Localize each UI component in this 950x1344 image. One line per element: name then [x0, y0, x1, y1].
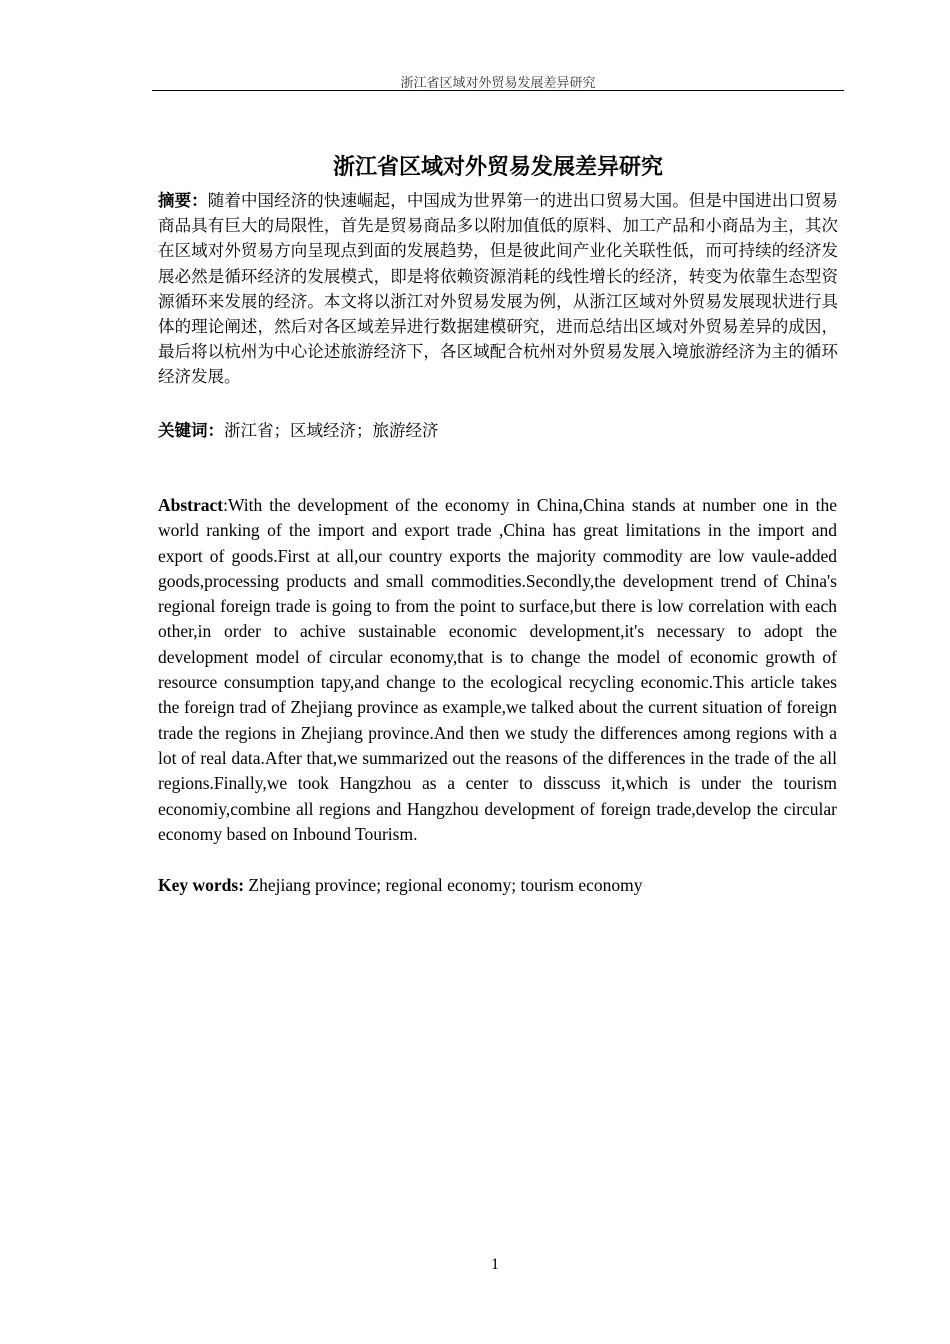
- header-rule: [152, 90, 844, 91]
- page-number: 1: [491, 1256, 499, 1273]
- english-abstract-label: Abstract: [158, 495, 224, 515]
- chinese-keywords-label: 关键词：: [158, 421, 224, 440]
- chinese-abstract: [158, 188, 838, 390]
- chinese-abstract-text: 随着中国经济的快速崛起，中国成为世界第一的进出口贸易大国。但是中国进出口贸易商品具有巨大的局限性，首先是贸易商品多以附加值低的原料、加工产品和小商品为主，其次在区域对外贸易方向呈现点到面的发展趋势，但是彼此间产业化关联性低，而可持续的经济发展必然是循环经济的发展模式，即是将依赖资源消耗的线性增长的经济，转变为依靠生态型资源循环来发展的经济。本文将以浙江对外贸易发展为例，从浙江区域对外贸易发展现状进行具体的理论阐述，然后对各区域差异进行数据建模研究，进而总结出区域对外贸易差异的成因，最后将以杭州为中心论述旅游经济下，各区域配合杭州对外贸易发展入境旅游经济为主的循环经济发展。: [158, 191, 839, 387]
- english-keywords: [158, 873, 838, 898]
- running-header: 浙江省区域对外贸易发展差异研究: [400, 76, 596, 91]
- english-keywords-text: Zhejiang province; regional economy; tourism economy: [244, 875, 643, 895]
- english-abstract: [158, 493, 837, 847]
- english-keywords-label: Key words:: [158, 875, 245, 895]
- chinese-abstract-label: 摘要：: [158, 191, 208, 210]
- chinese-keywords: [158, 418, 838, 443]
- english-abstract-text: :With the development of the economy in China,China stands at number one in the world ranking of the import and export trade ,China has great limitations in the import and export of goods.First at all,our country exports the majority commodity are low vaule-added goods,processing products and small commodities.Secondly,the development trend of China's regional foreign trade is going to from the point to surface,but there is low correlation with each other,in order to achive sustainable economic development,it's necessary to adopt the development model of circular economy,that is to change the model of economic growth of resource consumption tapy,and change to the ecological recycling economic.This article takes the foreign trad of Zhejiang province as example,we talked about the current situation of foreign trade the regions in Zhejiang province.And then we study the differences among regions with a lot of real data.After that,we summarized out the reasons of the differences in the trade of the all regions.Finally,we took Hangzhou as a center to disscuss it,which is under the tourism economiy,combine all regions and Hangzhou development of foreign trade,develop the circular economy based on Inbound Tourism.: [158, 495, 837, 844]
- chinese-keywords-text: 浙江省；区域经济；旅游经济: [224, 421, 439, 440]
- page-title: 浙江省区域对外贸易发展差异研究: [332, 155, 663, 180]
